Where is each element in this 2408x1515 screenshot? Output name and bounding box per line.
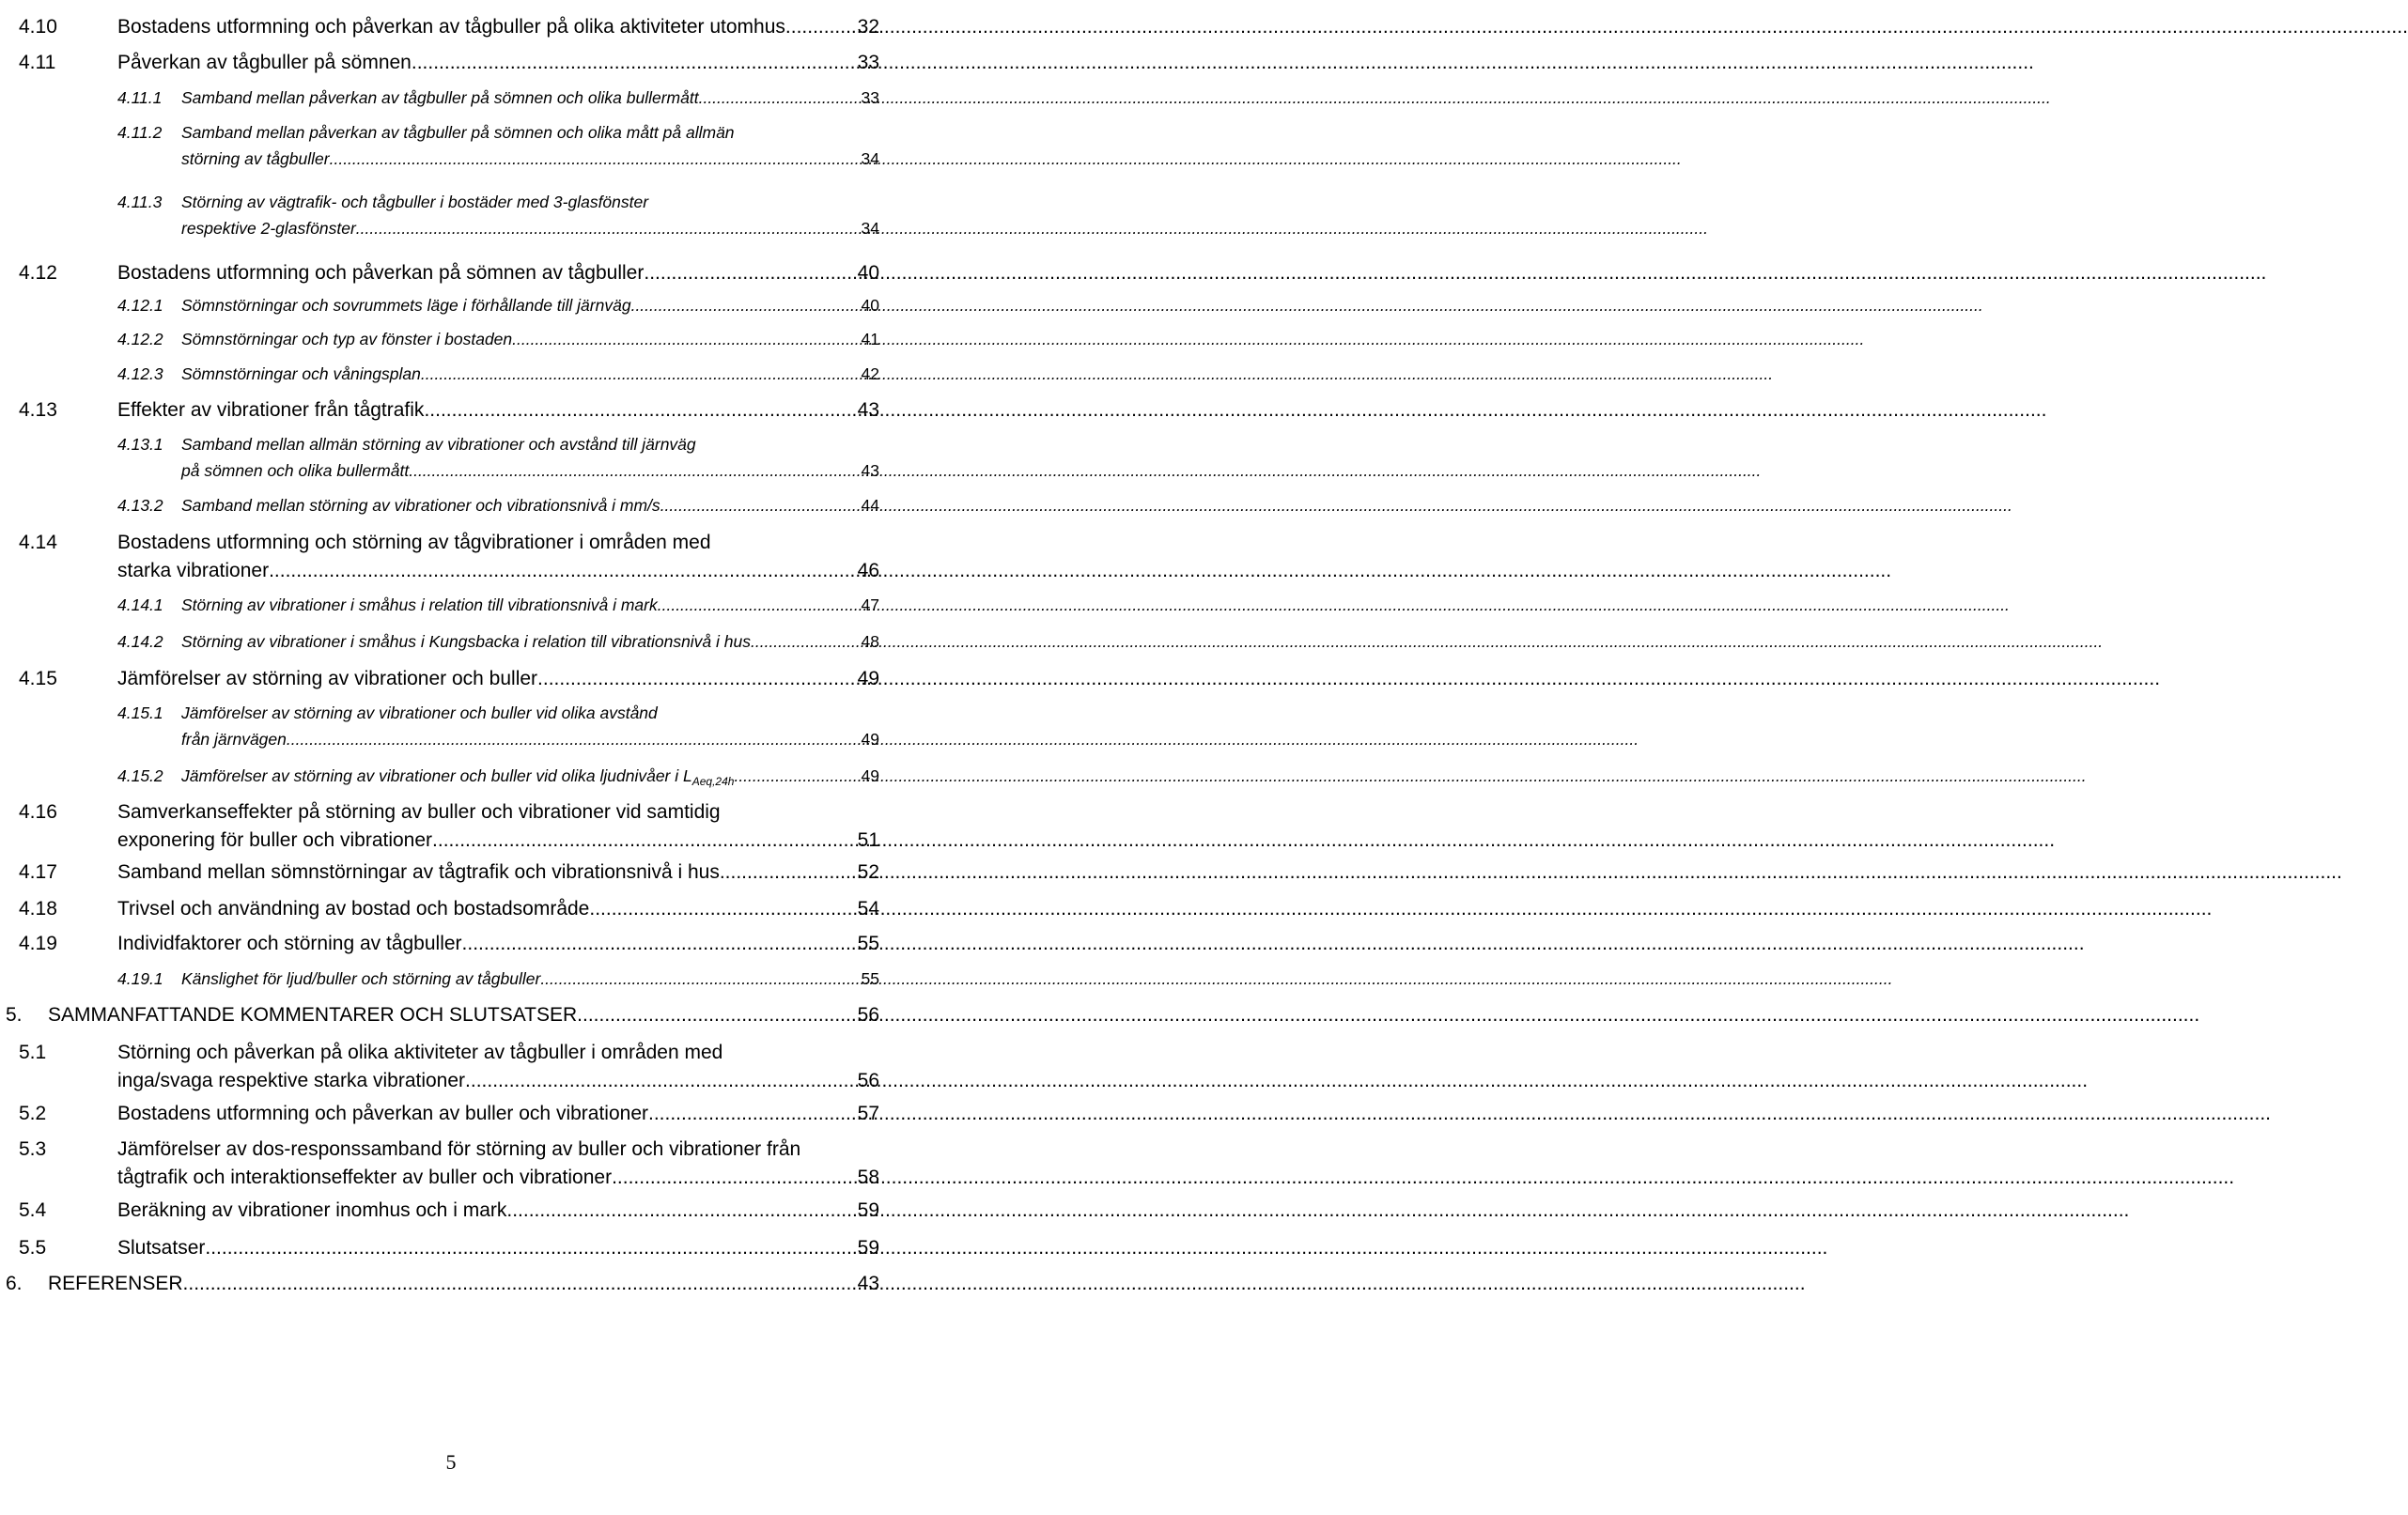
toc-entry-page: 51 xyxy=(857,829,879,851)
toc-entry[interactable] xyxy=(6,1001,879,1029)
toc-entry-page: 59 xyxy=(857,1199,879,1221)
toc-entry-number: 4.16 xyxy=(19,801,57,823)
toc-entry-page: 52 xyxy=(857,861,879,883)
dot-leader xyxy=(720,858,856,887)
toc-entry-title: Slutsatser xyxy=(117,1237,206,1259)
toc-entry-number: 6. xyxy=(6,1273,23,1294)
toc-entry-page: 43 xyxy=(857,399,879,421)
dot-leader xyxy=(465,1067,856,1095)
toc-entry[interactable] xyxy=(117,189,879,241)
toc-entry[interactable] xyxy=(117,85,879,111)
toc-entry[interactable] xyxy=(19,1039,879,1095)
toc-entry-title: tågtrafik och interaktionseffekter av buller och vibrationer xyxy=(117,1167,613,1188)
toc-entry-page: 56 xyxy=(857,1004,879,1026)
toc-entry-number: 5.1 xyxy=(19,1042,47,1063)
toc-entry-number: 5.2 xyxy=(19,1103,47,1124)
toc-entry-number: 4.12.3 xyxy=(117,364,163,383)
toc-entry-title: Samband mellan påverkan av tågbuller på sömnen och olika bullermått xyxy=(181,88,699,107)
toc-entry-page: 33 xyxy=(861,88,879,107)
toc-entry-title: Störning av vibrationer i småhus i relation till vibrationsnivå i mark xyxy=(181,595,658,614)
toc-entry-number: 4.13.2 xyxy=(117,496,163,515)
toc-entry-number: 5.3 xyxy=(19,1138,47,1160)
toc-entry-title: Påverkan av tågbuller på sömnen xyxy=(117,52,412,73)
toc-entry-page: 34 xyxy=(861,149,879,168)
toc-entry-page: 41 xyxy=(861,330,879,348)
toc-entry-title: exponering för buller och vibrationer xyxy=(117,829,433,851)
toc-entry-page: 46 xyxy=(857,560,879,581)
toc-entry-title: Samverkanseffekter på störning av buller och vibrationer vid samtidig xyxy=(117,801,721,823)
dot-leader xyxy=(644,259,855,287)
dot-leader xyxy=(462,930,856,958)
toc-entry-number: 4.11 xyxy=(19,52,56,73)
toc-entry-page: 49 xyxy=(861,766,879,785)
toc-entry-page: 43 xyxy=(861,461,879,480)
toc-entry-number: 4.15 xyxy=(19,668,57,689)
toc-entry-page: 55 xyxy=(857,933,879,954)
toc-entry-title: Jämförelser av störning av vibrationer och buller xyxy=(117,668,538,689)
dot-leader xyxy=(287,726,860,752)
toc-entry[interactable] xyxy=(117,628,879,655)
toc-entry-page: 33 xyxy=(857,52,879,73)
toc-entry-number: 4.12.2 xyxy=(117,330,163,348)
toc-entry-page: 40 xyxy=(861,296,879,315)
toc-entry-title: Störning av vibrationer i småhus i Kungsbacka i relation till vibrationsnivå i hus xyxy=(181,632,751,651)
toc-entry-title: Effekter av vibrationer från tågtrafik xyxy=(117,399,425,421)
toc-entry[interactable] xyxy=(117,292,879,318)
toc-entry[interactable] xyxy=(19,895,879,923)
toc-entry-title: starka vibrationer xyxy=(117,560,270,581)
toc-entry-title: Individfaktorer och störning av tågbuller xyxy=(117,933,462,954)
toc-entry-number: 4.11.2 xyxy=(117,123,163,142)
toc-entry[interactable] xyxy=(19,858,879,887)
dot-leader xyxy=(577,1001,855,1029)
toc-entry[interactable] xyxy=(117,966,879,992)
toc-entry-title: Bostadens utformning och påverkan av tågbuller på olika aktiviteter utomhus xyxy=(117,16,785,38)
toc-entry-title: på sömnen och olika bullermått xyxy=(181,461,410,480)
toc-entry-number: 4.18 xyxy=(19,898,57,920)
toc-entry[interactable] xyxy=(19,529,879,585)
dot-leader xyxy=(751,628,860,655)
toc-entry[interactable] xyxy=(19,1197,879,1225)
dot-leader xyxy=(205,1234,855,1262)
dot-leader xyxy=(660,492,860,518)
toc-entry-number: 4.13.1 xyxy=(117,435,163,454)
toc-entry-number: 4.13 xyxy=(19,399,57,421)
dot-leader xyxy=(409,457,859,484)
dot-leader xyxy=(356,215,860,241)
toc-entry-title: Jämförelser av störning av vibrationer och buller vid olika avstånd xyxy=(181,703,658,722)
dot-leader xyxy=(506,1197,855,1225)
toc-entry[interactable] xyxy=(117,492,879,518)
toc-entry[interactable] xyxy=(19,798,879,855)
toc-entry[interactable] xyxy=(117,700,879,752)
toc-entry-title: störning av tågbuller xyxy=(181,149,330,168)
toc-entry-number: 4.11.1 xyxy=(117,88,163,107)
toc-entry-page: 34 xyxy=(861,219,879,238)
toc-entry-title: Bostadens utformning och störning av tågvibrationer i områden med xyxy=(117,532,711,553)
toc-entry[interactable] xyxy=(117,431,879,484)
toc-entry-title: Sömnstörningar och våningsplan xyxy=(181,364,421,383)
toc-entry-number: 5. xyxy=(6,1004,23,1026)
toc-entry-number: 4.19 xyxy=(19,933,57,954)
toc-entry[interactable] xyxy=(19,259,879,287)
toc-entry[interactable] xyxy=(19,49,879,77)
toc-entry[interactable] xyxy=(117,592,879,618)
toc-entry[interactable] xyxy=(6,1270,879,1298)
toc-entry-page: 56 xyxy=(857,1070,879,1091)
toc-entry-title: Jämförelser av störning av vibrationer och buller vid olika ljudnivåer i $L_{Aeq,24h}$ xyxy=(181,766,735,788)
dot-leader xyxy=(412,49,856,77)
dot-leader xyxy=(589,895,855,923)
toc-entry-title: SAMMANFATTANDE KOMMENTARER OCH SLUTSATSER xyxy=(48,1004,578,1026)
toc-entry-title: Beräkning av vibrationer inomhus och i mark xyxy=(117,1199,507,1221)
toc-entry-number: 4.15.1 xyxy=(117,703,163,722)
toc-entry-page: 44 xyxy=(861,496,879,515)
toc-entry-number: 4.12.1 xyxy=(117,296,163,315)
toc-entry-number: 4.10 xyxy=(19,16,57,38)
toc-entry-title: REFERENSER xyxy=(48,1273,183,1294)
toc-entry-number: 4.12 xyxy=(19,262,57,284)
toc-entry-title: Jämförelser av dos-responssamband för störning av buller och vibrationer från xyxy=(117,1138,801,1160)
toc-entry[interactable] xyxy=(19,13,879,41)
toc-entry[interactable] xyxy=(117,361,879,387)
dot-leader xyxy=(699,85,860,111)
toc-entry-number: 4.19.1 xyxy=(117,969,163,988)
dot-leader xyxy=(421,361,860,387)
toc-entry-page: 55 xyxy=(861,969,879,988)
toc-entry-title: Trivsel och användning av bostad och bostadsområde xyxy=(117,898,590,920)
dot-leader xyxy=(330,146,860,172)
dot-leader xyxy=(540,966,859,992)
toc-entry-page: 59 xyxy=(857,1237,879,1259)
toc-entry[interactable] xyxy=(117,119,879,172)
dot-leader xyxy=(537,665,856,693)
toc-entry-page: 43 xyxy=(857,1273,879,1294)
toc-entry-number: 4.14 xyxy=(19,532,57,553)
toc-entry-title: Störning och påverkan på olika aktiviteter av tågbuller i områden med xyxy=(117,1042,723,1063)
dot-leader xyxy=(269,557,856,585)
dot-leader xyxy=(432,827,856,855)
toc-entry-title: Störning av vägtrafik- och tågbuller i bostäder med 3-glasfönster xyxy=(181,193,649,211)
toc-entry-title: Samband mellan sömnstörningar av tågtrafik och vibrationsnivå i hus xyxy=(117,861,720,883)
toc-entry-title: Bostadens utformning och påverkan på sömnen av tågbuller xyxy=(117,262,645,284)
toc-entry[interactable] xyxy=(117,763,879,795)
dot-leader xyxy=(424,396,855,425)
toc-entry[interactable] xyxy=(117,326,879,352)
toc-entry[interactable] xyxy=(19,665,879,693)
toc-entry-title: Sömnstörningar och sovrummets läge i förhållande till järnväg xyxy=(181,296,631,315)
dot-leader xyxy=(648,1100,856,1128)
toc-entry[interactable] xyxy=(19,930,879,958)
dot-leader xyxy=(734,763,859,789)
toc-entry[interactable] xyxy=(19,396,879,425)
toc-entry-page: 49 xyxy=(857,668,879,689)
toc-entry-title: Känslighet för ljud/buller och störning av tågbuller xyxy=(181,969,541,988)
toc-entry[interactable] xyxy=(19,1234,879,1262)
dot-leader xyxy=(512,326,859,352)
page-number: 5 xyxy=(445,1450,457,1474)
toc-entry-number: 5.5 xyxy=(19,1237,47,1259)
toc-entry-number: 4.14.2 xyxy=(117,632,163,651)
dot-leader xyxy=(658,592,860,618)
toc-entry-title: Sömnstörningar och typ av fönster i bostaden xyxy=(181,330,513,348)
toc-entry-page: 58 xyxy=(857,1167,879,1188)
toc-entry-title: respektive 2-glasfönster xyxy=(181,219,356,238)
toc-entry[interactable] xyxy=(19,1136,879,1192)
toc-entry-number: 5.4 xyxy=(19,1199,47,1221)
toc-entry-number: 4.11.3 xyxy=(117,193,163,211)
dot-leader xyxy=(631,292,860,318)
toc-entry-title: Samband mellan allmän störning av vibrationer och avstånd till järnväg xyxy=(181,435,696,454)
toc-entry[interactable] xyxy=(19,1100,879,1128)
toc-entry-page: 48 xyxy=(861,632,879,651)
toc-entry-title: Samband mellan påverkan av tågbuller på sömnen och olika mått på allmän xyxy=(181,123,735,142)
toc-entry-page: 40 xyxy=(857,262,879,284)
toc-entry-title: Samband mellan störning av vibrationer och vibrationsnivå i mm/s xyxy=(181,496,660,515)
toc-entry-page: 54 xyxy=(857,898,879,920)
dot-leader xyxy=(785,13,856,41)
toc-entry-number: 4.14.1 xyxy=(117,595,163,614)
toc-entry-number: 4.15.2 xyxy=(117,766,163,785)
toc-entry-subscript: Aeq,24h xyxy=(691,775,735,788)
toc-entry-number: 4.17 xyxy=(19,861,57,883)
toc-entry-page: 32 xyxy=(857,16,879,38)
toc-entry-title: Bostadens utformning och påverkan av buller och vibrationer xyxy=(117,1103,648,1124)
dot-leader xyxy=(183,1270,856,1298)
toc-entry-page: 49 xyxy=(861,730,879,749)
dot-leader xyxy=(612,1164,856,1192)
toc-entry-title: inga/svaga respektive starka vibrationer xyxy=(117,1070,466,1091)
toc-entry-page: 57 xyxy=(857,1103,879,1124)
toc-entry-page: 42 xyxy=(861,364,879,383)
toc-entry-page: 47 xyxy=(861,595,879,614)
toc-entry-title: från järnvägen xyxy=(181,730,287,749)
